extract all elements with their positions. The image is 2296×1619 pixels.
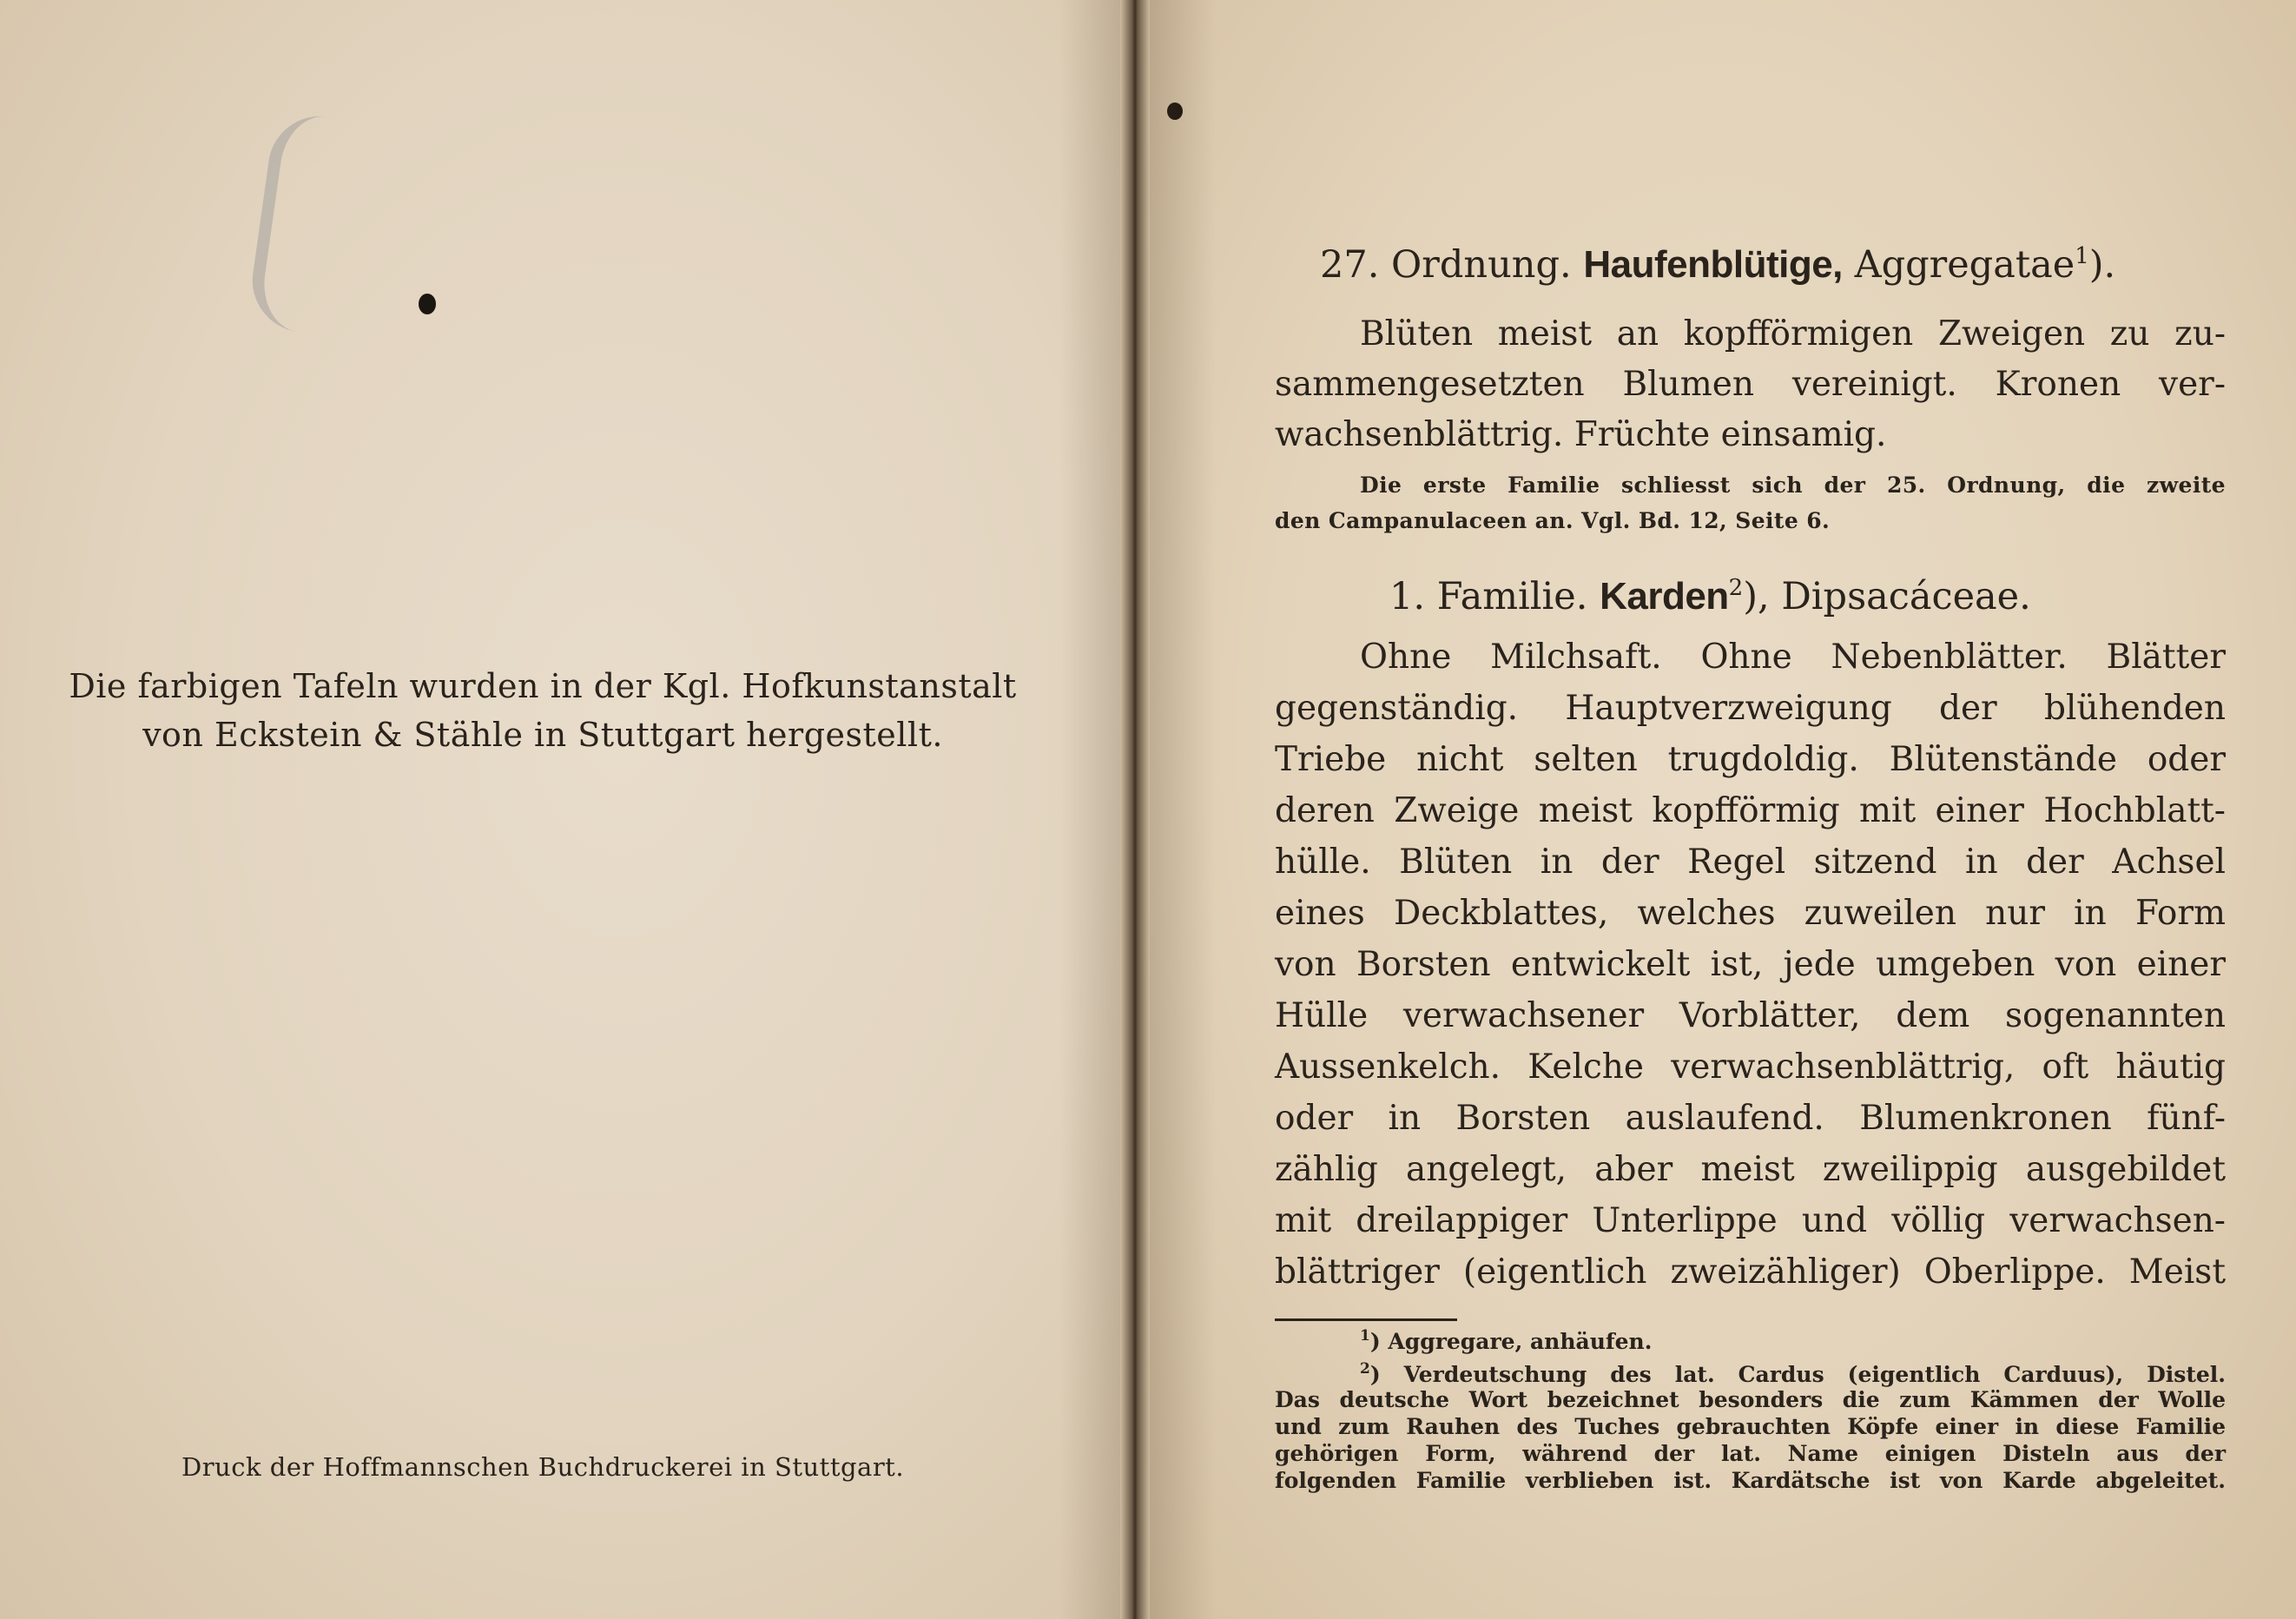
stain-mark [246, 109, 340, 334]
family-desc-line: gegenständig. Hauptverzweigung der blühenden [1275, 689, 2226, 728]
family-desc-line: eines Deckblattes, welches zuweilen nur in Form [1275, 894, 2226, 933]
family-desc-line: Triebe nicht selten trugdoldig. Blütenstände oder [1275, 740, 2226, 779]
family-desc-line: zählig angelegt, aber meist zweilippig ausgebildet [1275, 1150, 2226, 1189]
order-desc-line: Blüten meist an kopfförmigen Zweigen zu zu- [1360, 314, 2226, 354]
ink-speck [419, 294, 436, 314]
footnote-1 [1360, 1327, 2226, 1354]
order-note-line: Die erste Familie schliesst sich der 25. Ordnung, die zweite [1360, 472, 2226, 498]
family-heading [1389, 575, 2031, 618]
printer-imprint: Druck der Hoffmannschen Buchdruckerei in Stuttgart. [181, 1452, 905, 1482]
footnote-text: ) Aggregare, anhäufen. [1369, 1329, 1653, 1354]
family-number: 1. Familie. [1389, 575, 1588, 618]
footnote-line: und zum Rauhen des Tuches gebrauchten Köpfe einer in diese Familie [1275, 1414, 2226, 1439]
family-desc-line: Ohne Milchsaft. Ohne Nebenblätter. Blätter [1360, 638, 2226, 677]
credit-line: von Eckstein & Stähle in Stuttgart hergestellt. [142, 716, 943, 754]
footnote-ref: 1 [2075, 243, 2089, 269]
footnote-text: ) Verdeutschung des lat. Cardus (eigentlich Carduus), Distel. [1369, 1362, 2226, 1387]
family-desc-line: Aussenkelch. Kelche verwachsenblättrig, oft häutig [1275, 1047, 2226, 1087]
gutter-shadow-left [1059, 0, 1129, 1619]
plates-credit [52, 662, 1033, 759]
family-name: Karden [1600, 575, 1729, 618]
family-desc-line: oder in Borsten auslaufend. Blumenkronen fünf- [1275, 1099, 2226, 1138]
footnote-mark: 1 [1360, 1327, 1370, 1345]
family-desc-line: Hülle verwachsener Vorblätter, dem sogenannten [1275, 996, 2226, 1035]
footnote-line: gehörigen Form, während der lat. Name einigen Disteln aus der [1275, 1441, 2226, 1466]
family-desc-line: mit dreilappiger Unterlippe und völlig verwachsen- [1275, 1201, 2226, 1240]
book-gutter [1120, 0, 1150, 1619]
order-number: 27. Ordnung. [1320, 243, 1572, 287]
family-latin: ), Dipsacáceae. [1743, 575, 2031, 618]
credit-line: Die farbigen Tafeln wurden in der Kgl. Hofkunstanstalt [69, 667, 1017, 705]
family-desc-line: hülle. Blüten in der Regel sitzend in der Achsel [1275, 843, 2226, 882]
order-desc-line: sammengesetzten Blumen vereinigt. Kronen ver- [1275, 365, 2226, 404]
footnote-rule [1275, 1318, 1457, 1321]
family-desc-line: blättriger (eigentlich zweizähliger) Oberlippe. Meist [1275, 1252, 2226, 1292]
order-name: Haufenblütige, [1583, 243, 1843, 286]
order-heading-close: ). [2088, 243, 2116, 287]
footnote-ref: 2 [1728, 575, 1744, 601]
order-note-line: den Campanulaceen an. Vgl. Bd. 12, Seite 6. [1275, 508, 1831, 533]
order-heading [1320, 243, 2115, 287]
gutter-shadow-right [1146, 0, 1216, 1619]
footnote-mark: 2 [1360, 1360, 1370, 1378]
order-desc-line: wachsenblättrig. Früchte einsamig. [1275, 415, 1887, 454]
footnote-line: folgenden Familie verblieben ist. Kardätsche ist von Karde abgeleitet. [1275, 1468, 2226, 1493]
left-page [0, 0, 1129, 1619]
footnote-2 [1360, 1360, 2226, 1387]
family-desc-line: von Borsten entwickelt ist, jede umgeben von einer [1275, 945, 2226, 984]
order-latin: Aggregatae [1854, 243, 2075, 287]
family-desc-line: deren Zweige meist kopfförmig mit einer Hochblatt- [1275, 791, 2226, 830]
footnote-line: Das deutsche Wort bezeichnet besonders die zum Kämmen der Wolle [1275, 1387, 2226, 1412]
